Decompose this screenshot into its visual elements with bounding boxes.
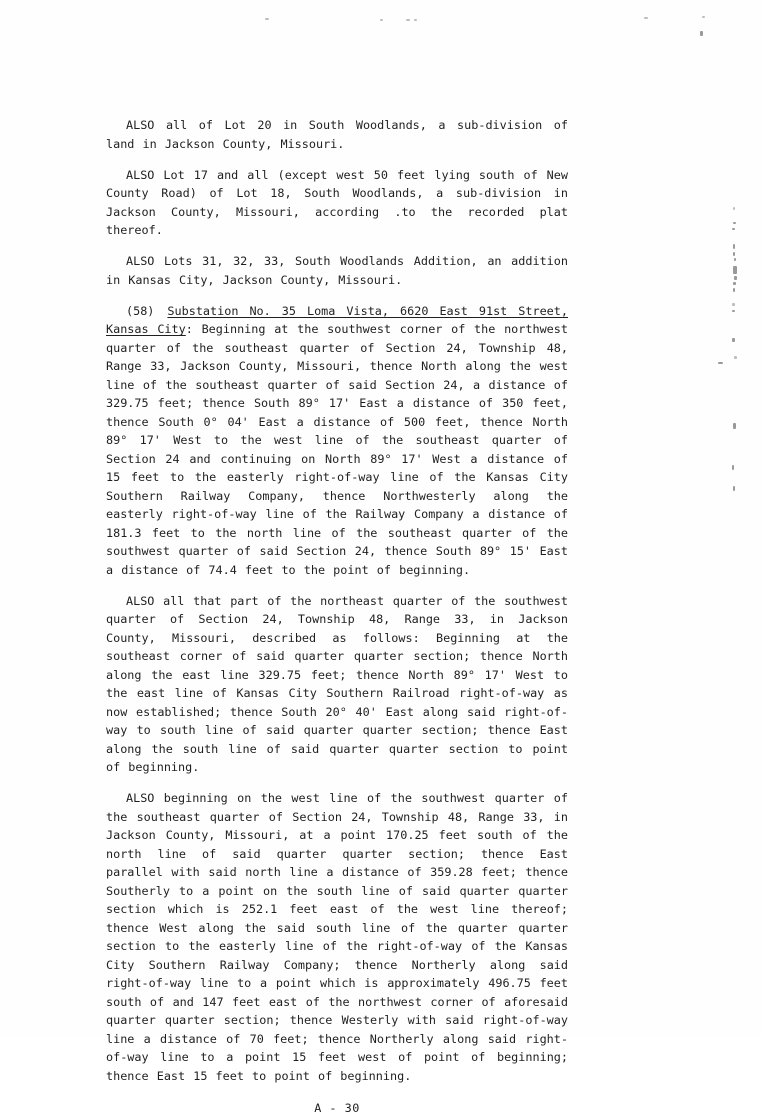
scan-speck — [733, 266, 737, 274]
scan-speck — [733, 288, 735, 292]
scan-speck — [733, 252, 735, 256]
scan-speck — [733, 244, 735, 249]
scan-speck — [380, 19, 383, 21]
scan-speck — [732, 303, 735, 306]
item-number: (58) — [126, 303, 155, 318]
scan-speck — [732, 465, 734, 470]
paragraph-also-lot-17-18: ALSO Lot 17 and all (except west 50 feet lying south of New County Road) of Lot 18, South Woodlands, a sub-division in Jackson County, Missouri, according .to the recorded plat thereof. — [106, 167, 568, 237]
paragraph-also-lot-20: ALSO all of Lot 20 in South Woodlands, a sub-division of land in Jackson County, Missouri. — [106, 118, 568, 151]
scan-speck — [406, 19, 410, 21]
substation-legal-description: : Beginning at the southwest corner of the northwest quarter of the southeast quarter of Section 24, Township 48, Range 33, Jackson County, Missouri, thence North along the west line of the southeast quarter of said Section 24, a distance of 329.75 feet; thence South 89° 17' East a distance of 350 feet, thence South 0° 04' East a distance of 500 feet, thence North 89° 17' West to the west line of the southeast quarter of Section 24 and continuing on North 89° 17' West a distance of 15 feet to the easterly right-of-way line of the Kansas City Southern Railway Company, thence Northwesterly along the easterly right-of-way line of the Railway Company a distance of 181.3 feet to the north line of the southeast quarter of the southwest quarter of said Section 24, thence South 89° 15' East a distance of 74.4 feet to the point of beginning. — [106, 322, 568, 577]
scan-speck — [702, 16, 705, 18]
scan-speck — [700, 31, 703, 36]
scan-speck — [732, 228, 735, 230]
page-number: A - 30 — [314, 1101, 360, 1115]
scan-speck — [733, 486, 735, 491]
scan-speck — [734, 276, 737, 280]
scan-speck — [734, 258, 736, 261]
scan-speck — [733, 222, 736, 224]
substation-heading: Substation No. 35 Loma Vista, 6620 East 91st Street, Kansas City — [106, 303, 568, 336]
scan-speck — [734, 356, 737, 359]
scan-speck — [732, 338, 735, 342]
document-body — [106, 116, 568, 1118]
scan-speck — [718, 362, 723, 364]
scan-speck — [733, 207, 735, 210]
scan-speck — [414, 19, 417, 21]
paragraph-substation-58 — [106, 302, 568, 580]
scan-speck — [644, 17, 648, 19]
scan-speck — [733, 423, 736, 429]
paragraph-also-northeast-quarter: ALSO all that part of the northeast quarter of the southwest quarter of Section 24, Township 48, Range 33, in Jackson County, Missouri, described as follows: Beginning at the southeast corner of said quarter quarter section; thence North along the east line 329.75 feet; thence North 89° 17' West to the east line of Kansas City Southern Railroad right-of-way as now established; thence South 20° 40' East along said right-of-way to south line of said quarter quarter section; thence East along the south line of said quarter quarter section to point of beginning. — [106, 593, 568, 774]
scan-speck — [733, 282, 736, 285]
scan-speck — [265, 18, 269, 20]
paragraph-also-west-line: ALSO beginning on the west line of the southwest quarter of the southeast quarter of Section 24, Township 48, Range 33, in Jackson County, Missouri, at a point 170.25 feet south of the north line of said quarter quarter section; thence East parallel with said north line a distance of 359.28 feet; thence Southerly to a point on the south line of said quarter quarter section which is 252.1 feet east of the west line thereof; thence West along the said south line of the quarter quarter section to the easterly line of the right-of-way of the Kansas City Southern Railway Company; thence Northerly along said right-of-way line to a point which is approximately 496.75 feet south of and 147 feet east of the northwest corner of aforesaid quarter quarter section; thence Westerly with said right-of-way line a distance of 70 feet; thence Northerly along said right-of-way line to a point 15 feet west of point of beginning; thence East 15 feet to point of beginning. — [106, 791, 568, 1083]
scan-speck — [732, 310, 735, 312]
paragraph-also-lots-31-32-33: ALSO Lots 31, 32, 33, South Woodlands Addition, an addition in Kansas City, Jackson County, Missouri. — [106, 254, 568, 287]
